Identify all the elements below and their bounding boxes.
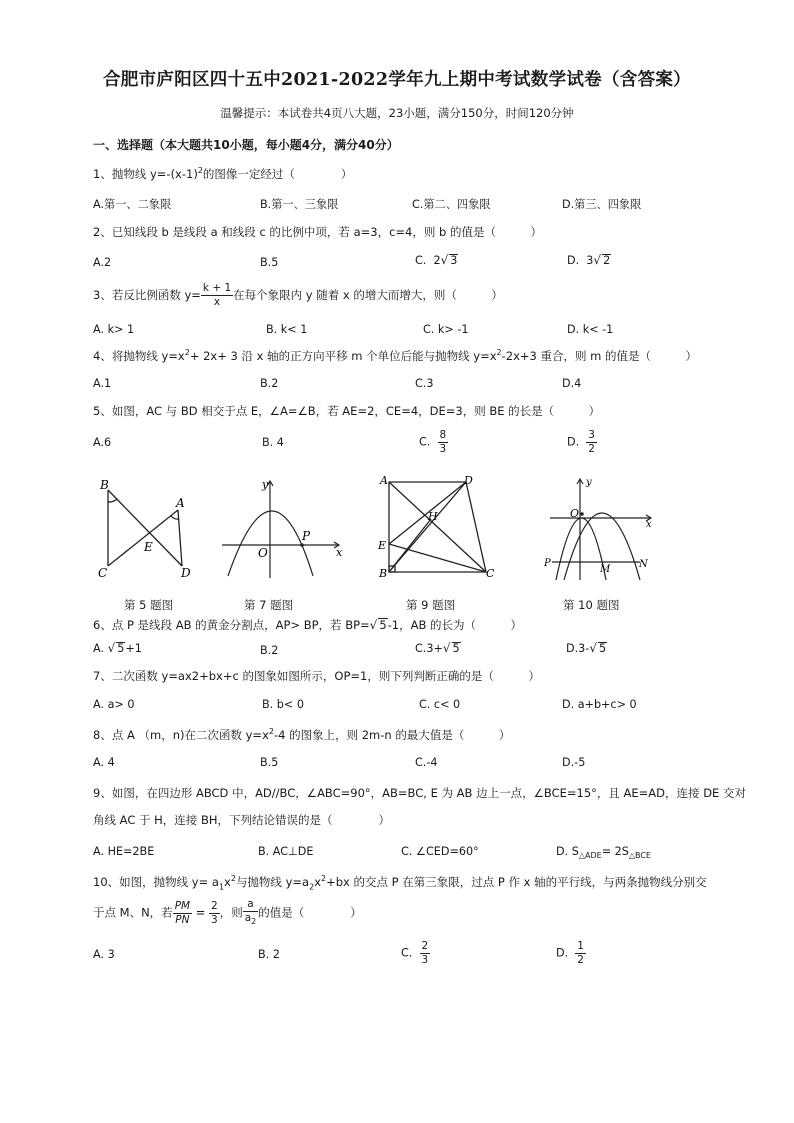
q10-option-c: C. $\frac{2}{3}$ [401, 940, 429, 966]
q6-option-d: D.3-√ 5 [566, 641, 607, 655]
fig9-label-c: C [486, 567, 495, 580]
q5-option-d: D. $\frac{3}{2}$ [567, 429, 595, 455]
fig7-label-p: P [302, 529, 311, 543]
q3-fraction: $\frac{k + 1}{x}$ [202, 282, 232, 308]
q5-option-b: B. 4 [262, 436, 284, 449]
fig5-label-e: E [144, 540, 153, 554]
q6-option-c: C.3+√ 5 [415, 641, 460, 655]
fig7-label-o: O [258, 546, 268, 560]
q6-option-a: A. √ 5+1 [93, 641, 142, 655]
q7-option-c: C. c< 0 [419, 698, 461, 711]
caption-figure-5: 第 5 题图 [124, 598, 174, 612]
question-5: 5、如图，AC 与 BD 相交于点 E，∠A=∠B，若 AE=2，CE=4，DE=3，则 BE 的长是（ ） [93, 404, 601, 418]
fig5-label-d: D [181, 566, 191, 580]
q4-option-d: D.4 [562, 377, 582, 390]
q3-option-c: C. k> -1 [423, 323, 469, 336]
question-1 [93, 166, 352, 182]
q8-option-d: D.-5 [562, 756, 586, 769]
question-4: 4、将抛物线 $y=x^2+ 2x+ 3$ 沿 x 轴的正方向平移 m 个单位后能与抛物线 $y=x^2-2x+3$ 重合，则 m 的值是（ ） [93, 348, 698, 363]
figure-9 [376, 474, 500, 582]
fig9-label-e: E [378, 539, 387, 552]
fig10-label-m: M [600, 564, 611, 575]
q3-option-d: D. k< -1 [567, 323, 614, 336]
q8-option-b: B.5 [260, 756, 279, 769]
caption-figure-7: 第 7 题图 [244, 598, 294, 612]
fig10-label-o: O [570, 507, 580, 520]
q7-option-d: D. a+b+c> 0 [562, 698, 637, 711]
q1-sup: 2 [197, 166, 203, 176]
question-9-line-1: 9、如图，在四边形 ABCD 中，AD//BC，∠ABC=90°，AB=BC, E 为 AB 边上一点，∠BCE=15°，且 AE=AD，连接 DE 交对 [93, 786, 746, 800]
fig5-line-bd [108, 490, 182, 566]
q9-option-a: A. HE=2BE [93, 845, 155, 858]
q6-option-b: B.2 [260, 644, 279, 657]
q2-option-d: D. 3√ 2 [567, 253, 611, 267]
q10-option-a: A. 3 [93, 948, 115, 961]
fig7-label-y: y [262, 478, 269, 491]
q7-option-b: B. b< 0 [262, 698, 304, 711]
figure-5 [98, 476, 198, 582]
q3-option-b: B. k< 1 [266, 323, 308, 336]
q2-option-b: B.5 [260, 256, 279, 269]
q1-option-c: C.第二、四象限 [412, 198, 491, 211]
fig5-angle-b [108, 499, 117, 502]
q2-option-a: A.2 [93, 256, 112, 269]
question-7: 7、二次函数 y=ax2+bx+c 的图象如图所示，OP=1，则下列判断正确的是（ ） [93, 669, 540, 683]
fig10-parabola-1 [556, 518, 606, 580]
q1-option-b: B.第一、三象限 [260, 198, 339, 211]
q2-option-c: C. 2√ 3 [415, 253, 458, 267]
q5-option-c: C. $\frac{8}{3}$ [419, 429, 447, 455]
fig9-label-h: H [428, 510, 438, 523]
fig7-point-p [300, 543, 304, 547]
page-title: 合肥市庐阳区四十五中2021-2022学年九上期中考试数学试卷（含答案） [103, 70, 691, 90]
fig9-line-bd [389, 482, 466, 572]
q7-option-a: A. a> 0 [93, 698, 135, 711]
q9-option-d: D. $S_{\triangle ADE}= 2S_{\triangle BCE}$ [556, 845, 651, 861]
q9-option-b: B. AC⊥DE [258, 845, 314, 858]
q8-option-a: A. 4 [93, 756, 115, 769]
caption-figure-10: 第 10 题图 [563, 598, 620, 612]
figure-10 [542, 476, 662, 586]
fig10-label-n: N [639, 559, 648, 570]
question-3: 3、若反比例函数 y= $\frac{k + 1}{x}$ 在每个象限内 y 随着 x 的增大而增大，则（ ） [93, 282, 503, 308]
q4-option-c: C.3 [415, 377, 434, 390]
q4-option-b: B.2 [260, 377, 279, 390]
fig10-label-y: y [586, 477, 592, 488]
figure-7 [218, 476, 348, 582]
fig7-label-x: x [336, 546, 343, 559]
q1-text: 1、抛物线 y=-(x-1) [93, 167, 198, 181]
fig10-label-x: x [646, 519, 652, 530]
fig5-label-b: B [100, 478, 109, 492]
question-10-line-1: 10、如图，抛物线 $y= a_1x^2$与抛物线 $y=a_2x^2+bx$ 的交点 P 在第三象限，过点 P 作 x 轴的平行线，与两条抛物线分别交 [93, 874, 707, 892]
q3-option-a: A. k> 1 [93, 323, 135, 336]
section-heading-choice: 一、选择题（本大题共10小题，每小题4分，满分40分） [93, 138, 399, 152]
exam-tip: 温馨提示：本试卷共4页八大题，23小题，满分150分，时间120分钟 [220, 106, 574, 120]
fig5-line-ca [108, 510, 178, 566]
fig5-angle-a [171, 516, 179, 519]
fig9-label-b: B [379, 567, 388, 580]
fig9-label-d: D [464, 474, 473, 487]
question-8: 8、点 A （m，n)在二次函数 $y=x^2-4$ 的图象上，则 2m-n 的最大值是（ ） [93, 727, 511, 742]
q5-option-a: A.6 [93, 436, 112, 449]
question-10-line-2: 于点 M、N，若 $\frac{PM}{PN}$ = $\frac{2}{3}$ ，则 $\frac{a}{a_2}$ 的值是（ ） [93, 898, 362, 927]
q1-option-a: A.第一、二象限 [93, 198, 172, 211]
q8-option-c: C.-4 [415, 756, 438, 769]
fig9-label-a: A [380, 474, 388, 487]
caption-figure-9: 第 9 题图 [406, 598, 456, 612]
q1-text-b: 的图像一定经过（ ） [202, 167, 353, 181]
q9-option-c: C. ∠CED=60° [401, 845, 479, 858]
fig10-point-o [580, 512, 584, 516]
question-2: 2、已知线段 b 是线段 a 和线段 c 的比例中项，若 a=3，c=4，则 b 的值是（ ） [93, 225, 542, 239]
fig5-label-a: A [176, 496, 185, 510]
q1-option-d: D.第三、四象限 [562, 198, 642, 211]
q10-option-d: D. $\frac{1}{2}$ [556, 940, 584, 966]
fig5-label-c: C [98, 566, 108, 580]
question-9-line-2: 角线 AC 于 H，连接 BH，下列结论错误的是（ ） [93, 813, 390, 827]
q4-option-a: A.1 [93, 377, 112, 390]
fig10-label-p: P [544, 558, 551, 569]
q10-option-b: B. 2 [258, 948, 280, 961]
question-6: 6、点 P 是线段 AB 的黄金分割点，AP> BP，若 BP=√ 5-1，AB 的长为（ ） [93, 618, 523, 632]
